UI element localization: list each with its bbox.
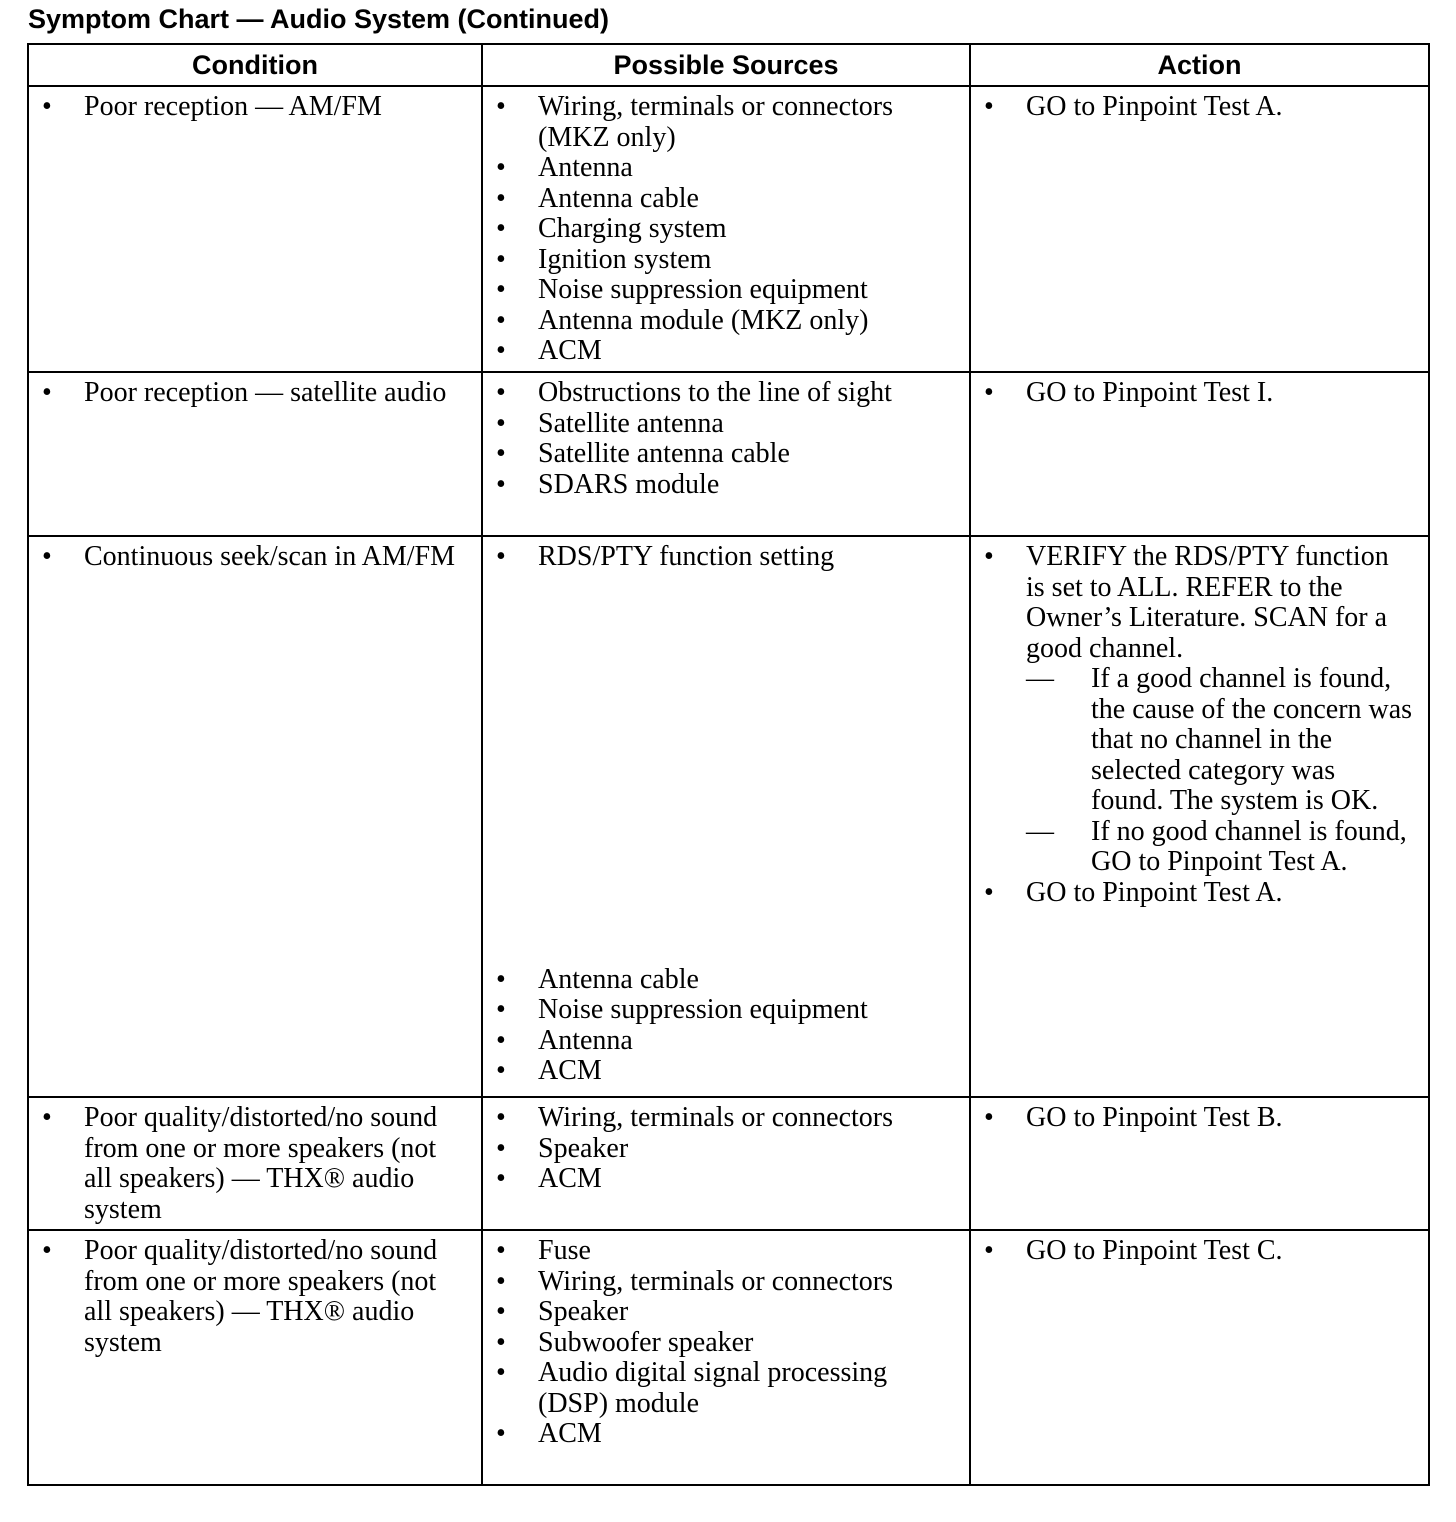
table-row (28, 1097, 1429, 1230)
action-cell (970, 372, 1429, 536)
source-item: • Noise suppression equipment (483, 995, 969, 1026)
sources-cell (482, 1097, 970, 1230)
table-row (28, 372, 1429, 536)
source-item: • Noise suppression equipment (483, 275, 969, 306)
action-text: VERIFY the RDS/PTY function is set to ALL. REFER to the Owner’s Literature. SCAN for a good channel. (1026, 541, 1389, 664)
action-text: • GO to Pinpoint Test C. (971, 1236, 1428, 1267)
condition-cell (28, 372, 482, 536)
header-condition: Condition (28, 44, 482, 86)
page-title: Symptom Chart — Audio System (Continued) (28, 4, 610, 34)
source-item: • Wiring, terminals or connectors (MKZ only) (483, 92, 969, 153)
table-row (28, 1230, 1429, 1485)
sources-spacer (483, 577, 969, 965)
source-item: • Antenna cable (483, 184, 969, 215)
source-item: • Audio digital signal processing (DSP) module (483, 1358, 969, 1419)
source-item: • Speaker (483, 1297, 969, 1328)
condition-text: • Poor reception — AM/FM (29, 92, 481, 123)
condition-cell (28, 86, 482, 372)
source-item: • SDARS module (483, 470, 969, 501)
source-item: • Speaker (483, 1134, 969, 1165)
source-item: • Wiring, terminals or connectors (483, 1267, 969, 1298)
action-text: • GO to Pinpoint Test A. (971, 92, 1428, 123)
action-sub-item: — If no good channel is found, GO to Pinpoint Test A. (1026, 817, 1414, 878)
source-item: • Antenna module (MKZ only) (483, 306, 969, 337)
source-item: • Satellite antenna cable (483, 439, 969, 470)
condition-text: • Poor quality/distorted/no sound from one or more speakers (not all speakers) — THX® audio system (29, 1103, 481, 1225)
source-item: • Subwoofer speaker (483, 1328, 969, 1359)
condition-cell (28, 1097, 482, 1230)
sources-cell (482, 1230, 970, 1485)
action-item (971, 542, 1428, 878)
action-cell (970, 86, 1429, 372)
symptom-chart-table (27, 43, 1430, 1486)
source-item: • ACM (483, 1419, 969, 1450)
action-sub-item: — If a good channel is found, the cause of the concern was that no channel in the selected category was found. The system is OK. (1026, 664, 1414, 817)
source-item: • Antenna cable (483, 965, 969, 996)
condition-text: • Poor reception — satellite audio (29, 378, 481, 409)
sources-cell (482, 536, 970, 1097)
source-item: • Charging system (483, 214, 969, 245)
source-item: • Antenna (483, 153, 969, 184)
source-item: • ACM (483, 336, 969, 367)
source-item: • Antenna (483, 1026, 969, 1057)
action-text: • GO to Pinpoint Test A. (971, 878, 1428, 909)
header-possible-sources: Possible Sources (482, 44, 970, 86)
source-item: • Fuse (483, 1236, 969, 1267)
action-text: • GO to Pinpoint Test B. (971, 1103, 1428, 1134)
condition-text: • Continuous seek/scan in AM/FM (29, 542, 481, 573)
source-item: • Wiring, terminals or connectors (483, 1103, 969, 1134)
table-row (28, 536, 1429, 1097)
action-cell (970, 1097, 1429, 1230)
source-item: • Ignition system (483, 245, 969, 276)
source-item: • Obstructions to the line of sight (483, 378, 969, 409)
action-text: • GO to Pinpoint Test I. (971, 378, 1428, 409)
action-sub-list (1026, 664, 1414, 878)
condition-text: • Poor quality/distorted/no sound from one or more speakers (not all speakers) — THX® audio system (29, 1236, 481, 1358)
action-cell (970, 536, 1429, 1097)
header-row (28, 44, 1429, 86)
action-cell (970, 1230, 1429, 1485)
source-item: • ACM (483, 1056, 969, 1087)
sources-cell (482, 372, 970, 536)
condition-cell (28, 1230, 482, 1485)
source-item: • RDS/PTY function setting (483, 542, 969, 573)
sources-cell (482, 86, 970, 372)
source-item: • Satellite antenna (483, 409, 969, 440)
table-row (28, 86, 1429, 372)
source-item: • ACM (483, 1164, 969, 1195)
header-action: Action (970, 44, 1429, 86)
condition-cell (28, 536, 482, 1097)
